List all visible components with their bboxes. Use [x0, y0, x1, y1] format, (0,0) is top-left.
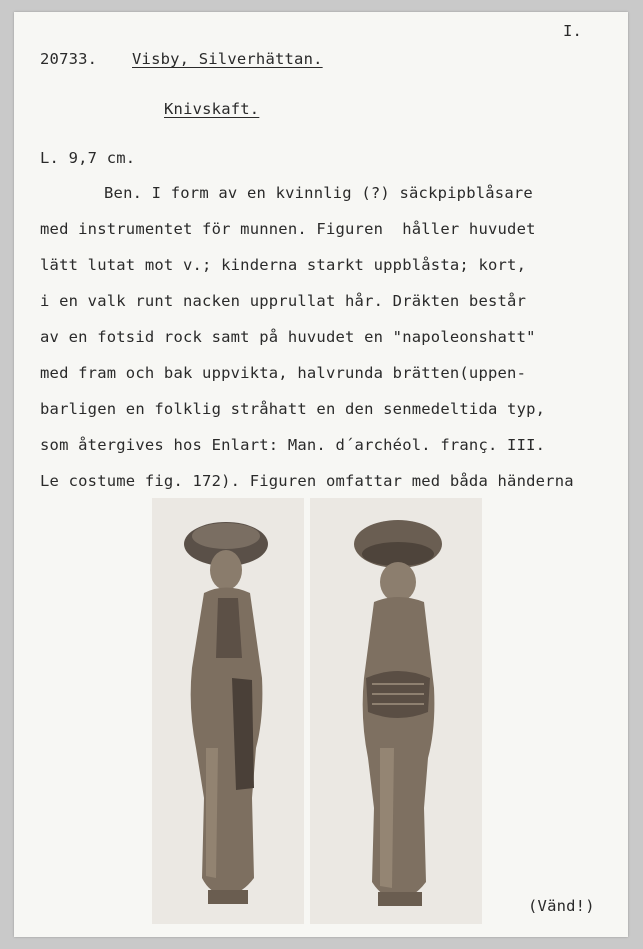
description-line-4: i en valk runt nacken upprullat hår. Dräkten består	[40, 292, 527, 310]
description-line-6: med fram och bak uppvikta, halvrunda brätten(uppen-	[40, 364, 527, 382]
catalog-card	[14, 12, 628, 937]
description-line-9: Le costume fig. 172). Figuren omfattar med båda händerna	[40, 472, 574, 490]
description-line-7: barligen en folklig stråhatt en den senmedeltida typ,	[40, 400, 546, 418]
back-view-photo	[310, 498, 482, 924]
description-line-5: av en fotsid rock samt på huvudet en "napoleonshatt"	[40, 328, 536, 346]
page-number: I.	[563, 22, 583, 40]
footer-note: (Vänd!)	[528, 897, 595, 915]
catalog-number: 20733.	[40, 50, 98, 68]
description-line-1: Ben. I form av en kvinnlig (?) säckpipblåsare	[104, 184, 533, 202]
measurement: L. 9,7 cm.	[40, 149, 136, 167]
description-line-8: som återgives hos Enlart: Man. d´archéol. franç. III.	[40, 436, 546, 454]
description-line-2: med instrumentet för munnen. Figuren håller huvudet	[40, 220, 536, 238]
front-view-photo	[152, 498, 304, 924]
object-title: Knivskaft.	[164, 100, 260, 118]
description-line-3: lätt lutat mot v.; kinderna starkt uppblåsta; kort,	[40, 256, 527, 274]
location-heading: Visby, Silverhättan.	[132, 50, 323, 68]
